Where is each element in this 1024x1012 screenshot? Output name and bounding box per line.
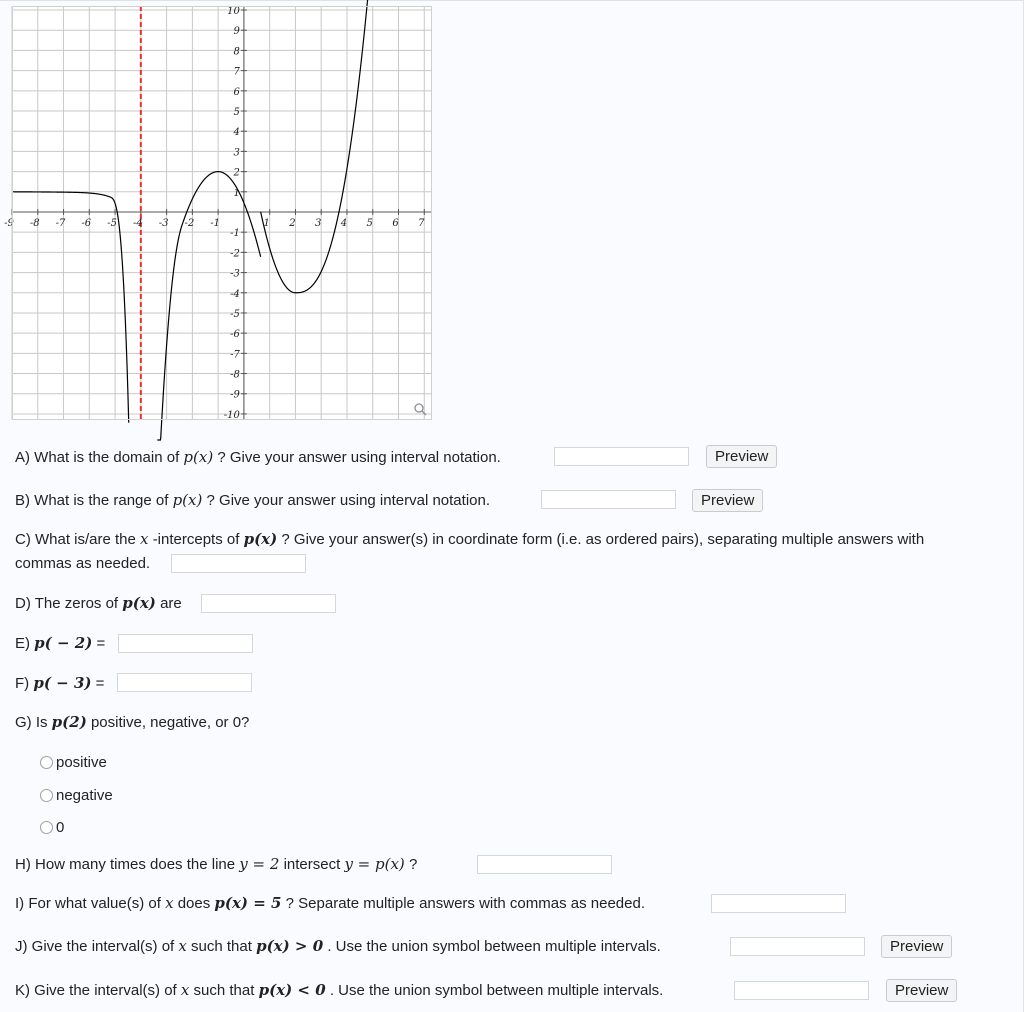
answer-b-input[interactable] bbox=[541, 490, 676, 509]
y-tick-label: -2 bbox=[230, 248, 240, 260]
question-c-func: p(x) bbox=[243, 530, 278, 548]
question-j-mid: such that bbox=[191, 938, 252, 955]
preview-button-j[interactable]: Preview bbox=[881, 935, 952, 958]
answer-f-input[interactable] bbox=[117, 673, 252, 692]
x-tick-label: -6 bbox=[81, 217, 92, 229]
answer-j-input[interactable] bbox=[730, 937, 865, 956]
y-tick-label: 7 bbox=[233, 66, 240, 78]
answer-a-input[interactable] bbox=[554, 447, 689, 466]
x-tick-label: -3 bbox=[158, 217, 169, 229]
question-a-post: ? Give your answer using interval notation. bbox=[217, 449, 501, 466]
function-graph bbox=[4, 6, 432, 421]
y-tick-label: -7 bbox=[230, 349, 240, 361]
question-c-var: x bbox=[140, 530, 149, 548]
question-k-eq: p(x) < 0 bbox=[258, 981, 326, 999]
question-j-eq: p(x) > 0 bbox=[256, 937, 324, 955]
x-tick-label: -9 bbox=[4, 217, 14, 229]
question-c-line2: commas as needed. bbox=[15, 555, 151, 572]
question-i-pre: I) For what value(s) of bbox=[15, 895, 161, 912]
question-b-func: p(x) bbox=[172, 491, 203, 509]
y-tick-label: 3 bbox=[233, 147, 240, 159]
x-tick-label: 1 bbox=[263, 217, 270, 229]
question-j bbox=[15, 937, 661, 956]
answer-e-input[interactable] bbox=[118, 634, 253, 653]
answer-d-input[interactable] bbox=[201, 594, 336, 613]
question-d-pre: D) The zeros of bbox=[15, 595, 119, 612]
x-tick-label: -2 bbox=[184, 217, 195, 229]
answer-h-input[interactable] bbox=[477, 855, 612, 874]
answer-k-input[interactable] bbox=[734, 981, 869, 1000]
question-k-mid: such that bbox=[193, 982, 255, 999]
question-g-post: positive, negative, or 0? bbox=[90, 714, 250, 731]
x-tick-label: -8 bbox=[29, 217, 40, 229]
question-f-func: p( − 3) bbox=[33, 674, 92, 692]
question-j-pre: J) Give the interval(s) of bbox=[15, 938, 175, 955]
question-g-pre: G) Is bbox=[15, 714, 48, 731]
y-tick-label: -3 bbox=[230, 268, 240, 280]
question-a-func: p(x) bbox=[183, 448, 214, 466]
question-e-pre: E) bbox=[15, 635, 30, 652]
answer-c-input[interactable] bbox=[171, 554, 306, 573]
question-i-post: ? Separate multiple answers with commas as needed. bbox=[285, 895, 646, 912]
question-c-post: ? Give your answer(s) in coordinate form (i.e. as ordered pairs), separating multiple answers with bbox=[281, 531, 925, 548]
y-tick-label: -1 bbox=[230, 228, 240, 240]
y-tick-label: -5 bbox=[230, 308, 240, 320]
x-tick-label: 4 bbox=[340, 217, 348, 229]
question-a-pre: A) What is the domain of bbox=[15, 449, 180, 466]
question-b-pre: B) What is the range of bbox=[15, 492, 169, 509]
y-tick-label: 1 bbox=[233, 187, 240, 199]
x-tick-label: 5 bbox=[366, 217, 373, 229]
x-tick-label: -5 bbox=[107, 217, 117, 229]
question-k-pre: K) Give the interval(s) of bbox=[15, 982, 177, 999]
question-h-pre: H) How many times does the line bbox=[15, 856, 236, 873]
question-k bbox=[15, 981, 663, 1000]
question-j-var: x bbox=[178, 937, 187, 955]
question-d-post: are bbox=[160, 595, 182, 612]
y-tick-label: 6 bbox=[233, 86, 240, 98]
question-k-post: . Use the union symbol between multiple intervals. bbox=[329, 982, 664, 999]
preview-button-k[interactable]: Preview bbox=[886, 979, 957, 1002]
option-positive-label: positive bbox=[56, 753, 107, 771]
question-j-post: . Use the union symbol between multiple intervals. bbox=[327, 938, 661, 955]
preview-button-b[interactable]: Preview bbox=[692, 489, 763, 512]
question-e-func: p( − 2) bbox=[34, 634, 93, 652]
question-h-eq2: y = p(x) bbox=[344, 855, 405, 873]
x-tick-label: 3 bbox=[315, 217, 322, 229]
question-i-var: x bbox=[165, 894, 174, 912]
x-tick-label: -7 bbox=[55, 217, 66, 229]
question-c-mid: -intercepts of bbox=[152, 531, 240, 548]
question-e bbox=[15, 634, 105, 653]
question-c-pre: C) What is/are the bbox=[15, 531, 136, 548]
question-h bbox=[15, 855, 417, 874]
y-tick-label: 2 bbox=[233, 167, 240, 179]
x-tick-label: 7 bbox=[418, 217, 425, 229]
question-h-mid: intersect bbox=[283, 856, 341, 873]
question-c bbox=[15, 530, 924, 549]
question-e-eq: = bbox=[96, 635, 106, 652]
y-tick-label: 10 bbox=[227, 6, 240, 18]
option-positive[interactable] bbox=[40, 753, 107, 771]
graph-canvas bbox=[4, 6, 432, 421]
question-b bbox=[15, 491, 490, 510]
x-tick-label: -1 bbox=[210, 217, 221, 229]
y-tick-label: 9 bbox=[233, 26, 240, 38]
question-f bbox=[15, 674, 104, 693]
y-tick-label: -4 bbox=[230, 288, 240, 300]
option-negative[interactable] bbox=[40, 786, 113, 804]
y-tick-label: 8 bbox=[233, 46, 240, 58]
option-zero-label: 0 bbox=[56, 818, 65, 836]
question-a bbox=[15, 448, 501, 467]
question-h-eq1: y = 2 bbox=[239, 855, 280, 873]
y-tick-label: -8 bbox=[230, 369, 240, 381]
option-negative-label: negative bbox=[56, 786, 113, 804]
question-f-eq: = bbox=[95, 675, 105, 692]
question-b-post: ? Give your answer using interval notation. bbox=[206, 492, 490, 509]
answer-i-input[interactable] bbox=[711, 894, 846, 913]
radio-negative[interactable] bbox=[40, 789, 53, 802]
question-d bbox=[15, 594, 182, 613]
question-g-func: p(2) bbox=[51, 713, 87, 731]
radio-zero[interactable] bbox=[40, 821, 53, 834]
graph-background bbox=[12, 6, 432, 420]
question-f-pre: F) bbox=[15, 675, 30, 692]
question-k-var: x bbox=[180, 981, 190, 999]
question-d-func: p(x) bbox=[122, 594, 156, 612]
y-tick-label: -9 bbox=[230, 389, 240, 401]
x-tick-label: 2 bbox=[289, 217, 296, 229]
y-tick-label: 4 bbox=[233, 127, 240, 139]
option-zero[interactable] bbox=[40, 818, 64, 836]
y-tick-label: -10 bbox=[223, 409, 240, 421]
x-tick-label: 6 bbox=[392, 217, 399, 229]
y-tick-label: 5 bbox=[233, 107, 240, 119]
frame-top-border bbox=[0, 0, 1024, 1]
y-tick-label: -6 bbox=[230, 329, 240, 341]
question-g bbox=[15, 713, 249, 732]
preview-button-a[interactable]: Preview bbox=[706, 445, 777, 468]
radio-positive[interactable] bbox=[40, 756, 53, 769]
x-tick-label: -4 bbox=[132, 217, 143, 229]
question-i-mid: does bbox=[177, 895, 211, 912]
question-h-post: ? bbox=[408, 856, 418, 873]
question-i-eq: p(x) = 5 bbox=[214, 894, 282, 912]
question-i bbox=[15, 894, 645, 913]
